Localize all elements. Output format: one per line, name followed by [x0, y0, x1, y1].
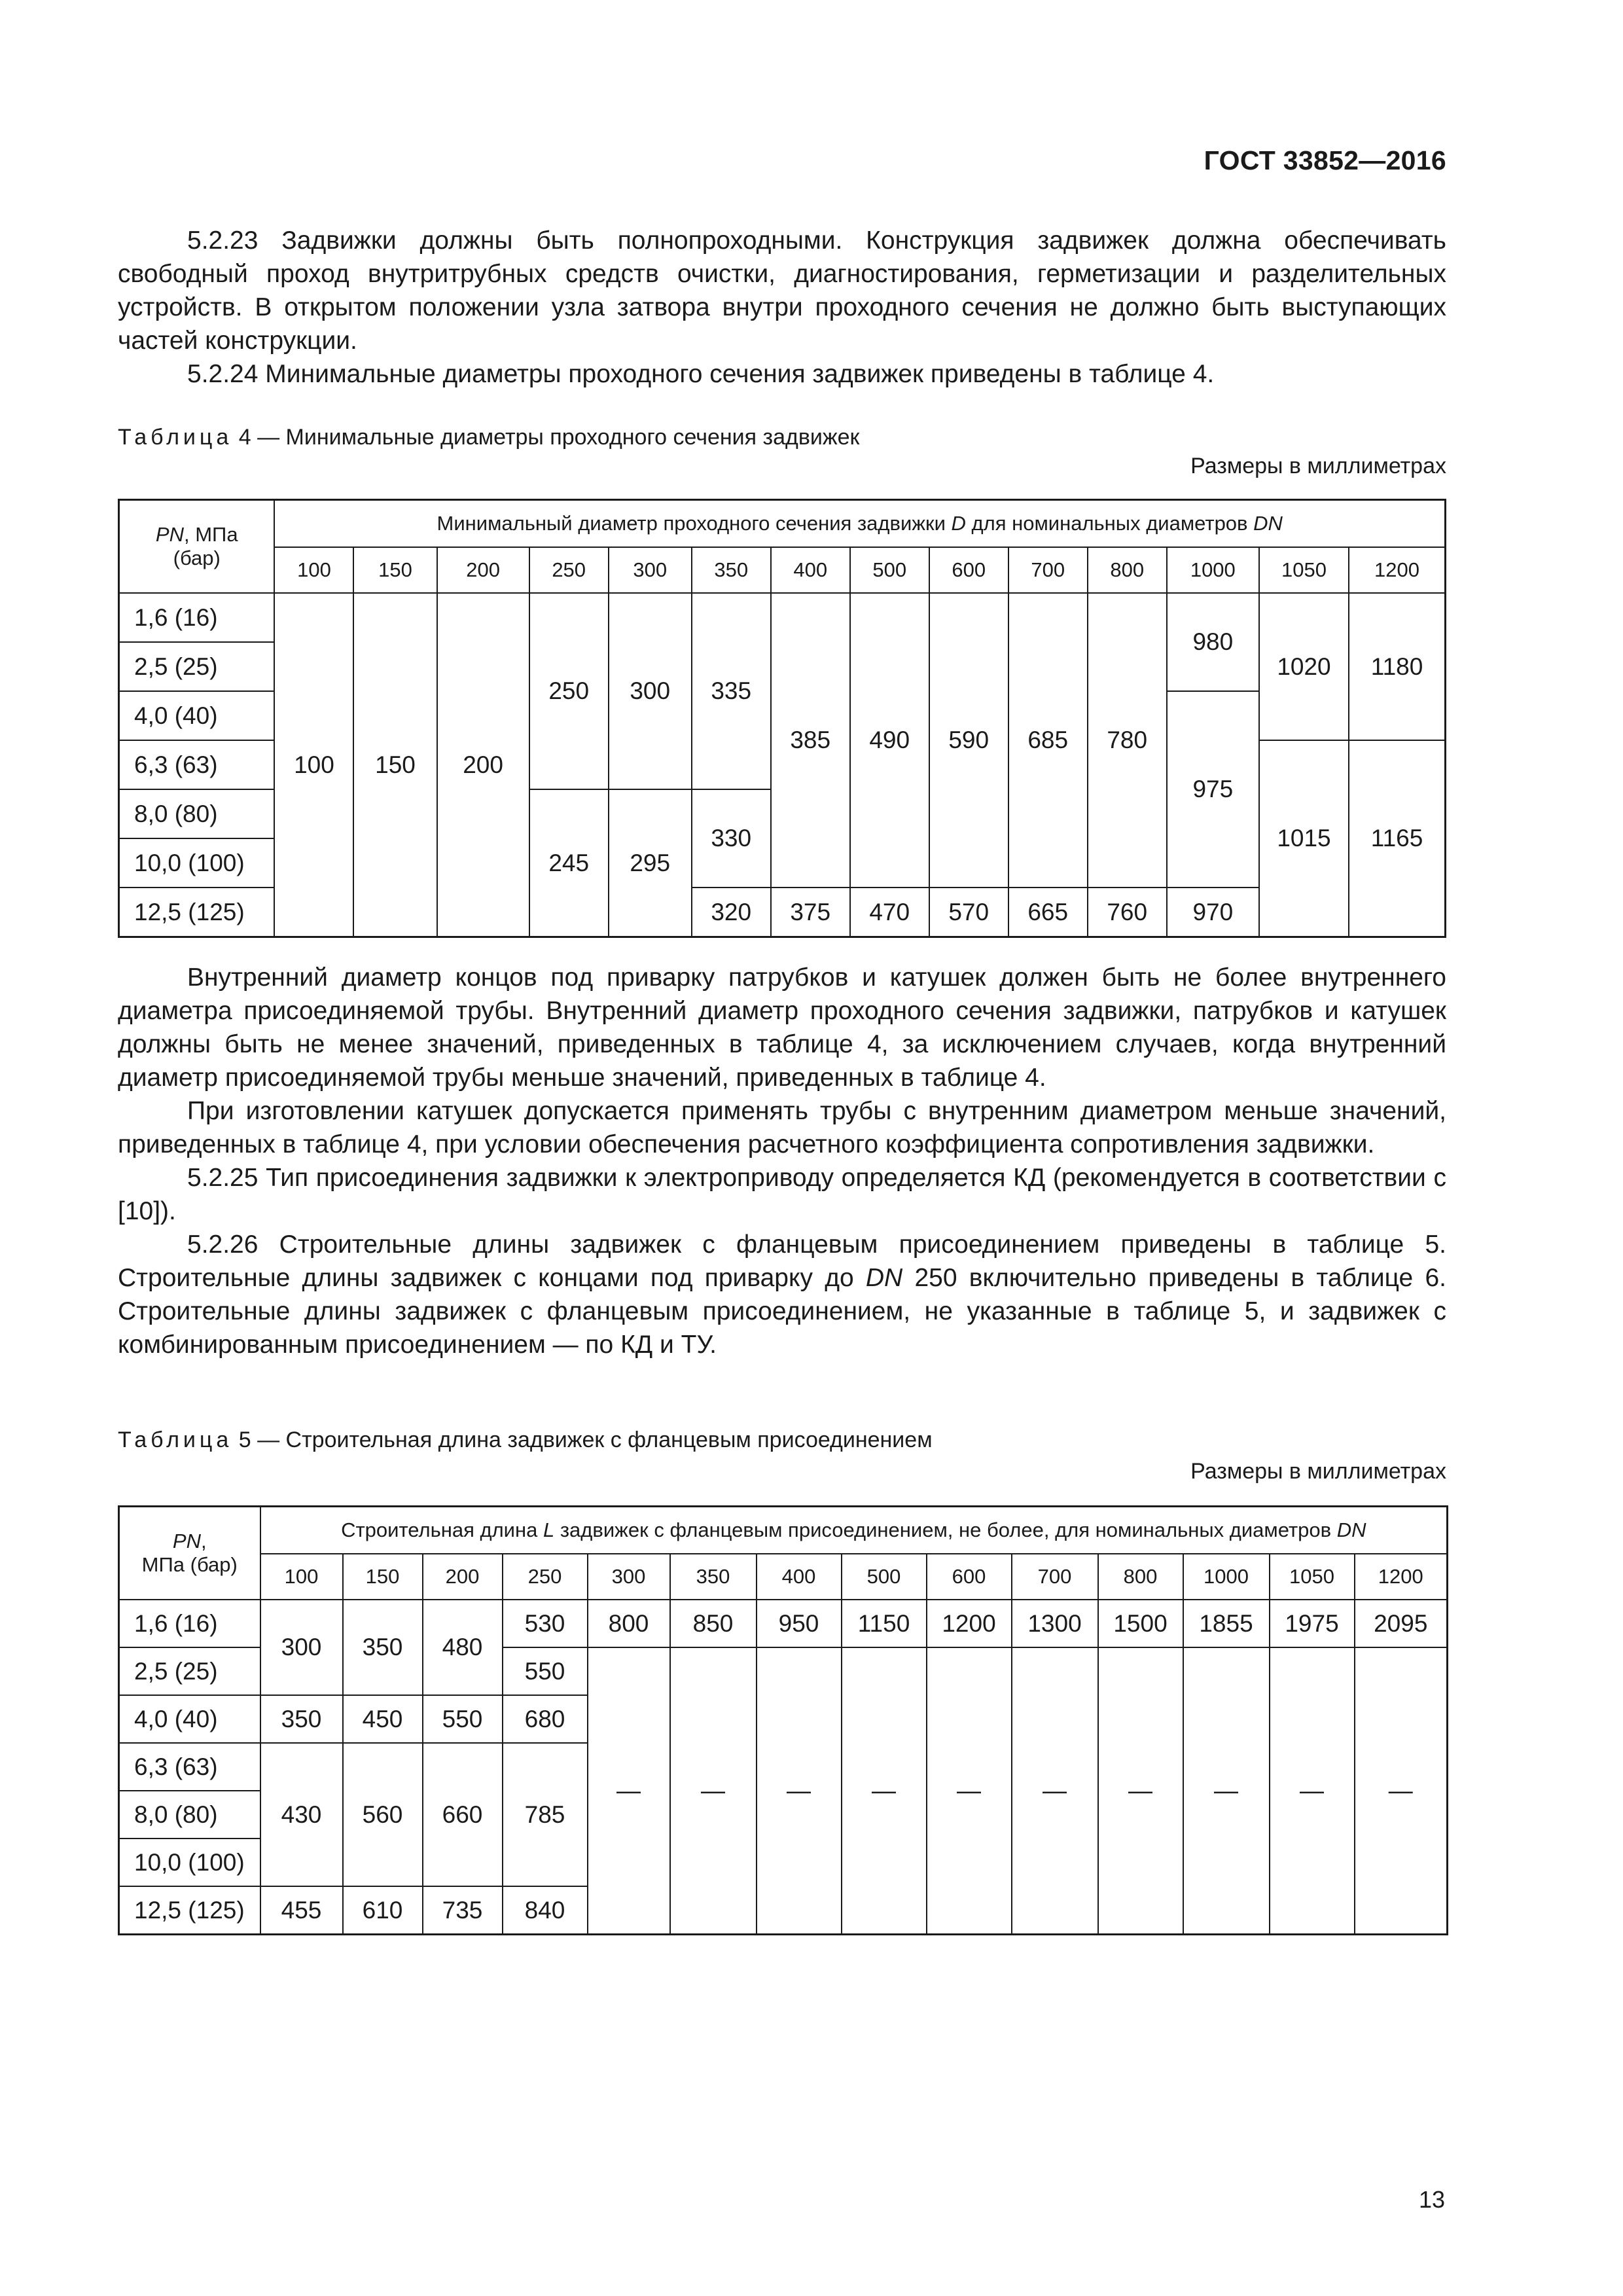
table-5-caption [118, 1427, 933, 1453]
table-5-cell: 610 [343, 1886, 423, 1935]
table-5-cell: 660 [423, 1743, 503, 1886]
table-4-pn-header: PN, МПа (бар) [119, 500, 275, 594]
table-5-dn-header: 100 [260, 1554, 343, 1600]
table-4-cell: 245 [529, 789, 609, 937]
table-5-dash-cell: — [1183, 1647, 1270, 1935]
table-5-pn-header: PN, МПа (бар) [119, 1507, 260, 1600]
page-number: 13 [1418, 2186, 1445, 2213]
paragraph-5-2-26: 5.2.26 Строительные длины задвижек с фланцевым присоединением приведены в таблице 5. Строительные длины задвижек с концами под приварку до DN 250 включительно приведены в таблице 6. Строительные длины задвижек с фланцевым присоединением, не указанные в таблице 5, и задвижек с комбинированным присоединением — по КД и ТУ. [118, 1230, 1446, 1359]
table-5-cell: 1150 [842, 1600, 927, 1647]
paragraph-5-2-24: 5.2.24 Минимальные диаметры проходного сечения задвижек приведены в таблице 4. [187, 360, 1215, 388]
table-4-cell: 385 [771, 593, 850, 888]
table-4-dn-header: 1000 [1167, 547, 1259, 593]
table-5-dn-header: 600 [927, 1554, 1012, 1600]
paragraph-spools: При изготовлении катушек допускается применять трубы с внутренним диаметром меньше значений, приведенных в таблице 4, при условии обеспечения расчетного коэффициента сопротивления задвижки. [118, 1097, 1446, 1158]
table-4-cell: 1180 [1349, 593, 1445, 740]
table-4-dn-header: 800 [1088, 547, 1167, 593]
table-5-cell: 2095 [1355, 1600, 1448, 1647]
table-4-dn-header: 1050 [1259, 547, 1349, 593]
table-5-caption-prefix: Таблица [118, 1427, 233, 1452]
table-4-pn-cell: 6,3 (63) [119, 740, 275, 789]
table-4-cell: 470 [850, 888, 929, 937]
table-5-dash-cell: — [1355, 1647, 1448, 1935]
table-4-cell: 200 [437, 593, 529, 937]
table-4-dn-header: 1200 [1349, 547, 1445, 593]
table-5-dn-header: 150 [343, 1554, 423, 1600]
table-5-pn-cell: 10,0 (100) [119, 1839, 260, 1886]
table-4-cell: 590 [929, 593, 1008, 888]
table-5-cell: 950 [757, 1600, 842, 1647]
table-5-dn-header: 400 [757, 1554, 842, 1600]
table-5-pn-cell: 4,0 (40) [119, 1695, 260, 1743]
table-4-dn-header: 600 [929, 547, 1008, 593]
table-5-pn-cell: 8,0 (80) [119, 1791, 260, 1839]
table-4-cell: 980 [1167, 593, 1259, 691]
table-5-cell: 680 [503, 1695, 588, 1743]
table-5-dn-header: 800 [1098, 1554, 1183, 1600]
table-5-cell: 455 [260, 1886, 343, 1935]
table-4-cell: 685 [1008, 593, 1088, 888]
table-4-pn-cell: 8,0 (80) [119, 789, 275, 838]
table-4-dn-header: 400 [771, 547, 850, 593]
section-2-text [118, 961, 1446, 1361]
table-5-dash-cell: — [842, 1647, 927, 1935]
table-5 [118, 1505, 1448, 1935]
table-4-cell: 780 [1088, 593, 1167, 888]
table-4-cell: 760 [1088, 888, 1167, 937]
table-5-pn-cell: 12,5 (125) [119, 1886, 260, 1935]
table-5-cell: 800 [588, 1600, 670, 1647]
table-5-cell: 1975 [1270, 1600, 1355, 1647]
paragraph-inner-diameter: Внутренний диаметр концов под приварку патрубков и катушек должен быть не более внутреннего диаметра присоединяемой трубы. Внутренний диаметр проходного сечения задвижки, патрубков и катушек должны быть не менее значений, приведенных в таблице 4, за исключением случаев, когда внутренний диаметр присоединяемой трубы меньше значений, приведенных в таблице 4. [118, 963, 1446, 1092]
table-4-caption-title: 4 — Минимальные диаметры проходного сечения задвижек [232, 425, 860, 450]
table-5-cell: 1855 [1183, 1600, 1270, 1647]
table-4-cell: 975 [1167, 691, 1259, 888]
table-4-cell: 320 [692, 888, 771, 937]
table-4-dn-header: 500 [850, 547, 929, 593]
table-5-cell: 850 [670, 1600, 757, 1647]
table-5-cell: 530 [503, 1600, 588, 1647]
table-4-cell: 330 [692, 789, 771, 888]
table-4-dn-header: 250 [529, 547, 609, 593]
table-5-dash-cell: — [1098, 1647, 1183, 1935]
paragraph-5-2-23: 5.2.23 Задвижки должны быть полнопроходными. Конструкция задвижек должна обеспечивать свободный проход внутритрубных средств очистки, диагностирования, герметизации и разделительных устройств. В открытом положении узла затвора внутри проходного сечения не должно быть выступающих частей конструкции. [118, 226, 1446, 355]
table-4-dn-header: 700 [1008, 547, 1088, 593]
document-standard-number: ГОСТ 33852—2016 [1204, 145, 1446, 175]
table-5-cell: 350 [260, 1695, 343, 1743]
table-5-dn-header: 300 [588, 1554, 670, 1600]
table-4-dn-header: 150 [353, 547, 437, 593]
table-5-pn-cell: 6,3 (63) [119, 1743, 260, 1791]
table-5-caption-title: 5 — Строительная длина задвижек с фланцевым присоединением [232, 1427, 933, 1452]
table-5-cell: 1200 [927, 1600, 1012, 1647]
table-4-caption [118, 424, 859, 450]
table-4-dn-header: 200 [437, 547, 529, 593]
table-4-pn-cell: 12,5 (125) [119, 888, 275, 937]
table-4-cell: 665 [1008, 888, 1088, 937]
table-5-dn-header: 500 [842, 1554, 927, 1600]
table-4-cell: 150 [353, 593, 437, 937]
table-4-pn-cell: 4,0 (40) [119, 691, 275, 740]
table-4-pn-cell: 10,0 (100) [119, 838, 275, 888]
table-5-group-header: Строительная длина L задвижек с фланцевым присоединением, не более, для номинальных диаметров DN [260, 1507, 1448, 1554]
table-4-cell: 300 [609, 593, 692, 789]
section-1-text [118, 224, 1446, 391]
table-4-cell: 375 [771, 888, 850, 937]
table-5-cell: 1500 [1098, 1600, 1183, 1647]
table-4-cell: 1020 [1259, 593, 1349, 740]
table-5-dash-cell: — [757, 1647, 842, 1935]
table-5-dn-header: 700 [1012, 1554, 1098, 1600]
table-5-cell: 450 [343, 1695, 423, 1743]
table-5-dn-header: 1200 [1355, 1554, 1448, 1600]
table-5-cell: 480 [423, 1600, 503, 1695]
table-5-pn-cell: 1,6 (16) [119, 1600, 260, 1647]
table-4-cell: 250 [529, 593, 609, 789]
table-4 [118, 499, 1446, 938]
table-4-pn-cell: 2,5 (25) [119, 642, 275, 691]
table-5-dash-cell: — [1012, 1647, 1098, 1935]
table-5-cell: 550 [503, 1647, 588, 1695]
table-5-cell: 785 [503, 1743, 588, 1886]
table-4-caption-prefix: Таблица [118, 425, 233, 450]
table-4-dn-header: 300 [609, 547, 692, 593]
table-4-cell: 970 [1167, 888, 1259, 937]
paragraph-5-2-25: 5.2.25 Тип присоединения задвижки к электроприводу определяется КД (рекомендуется в соответствии с [10]). [118, 1164, 1446, 1225]
table-4-cell: 1015 [1259, 740, 1349, 937]
table-4-dn-header: 350 [692, 547, 771, 593]
table-5-units: Размеры в миллиметрах [1190, 1459, 1446, 1484]
table-5-cell: 840 [503, 1886, 588, 1935]
table-5-pn-cell: 2,5 (25) [119, 1647, 260, 1695]
table-5-cell: 430 [260, 1743, 343, 1886]
table-5-dash-cell: — [670, 1647, 757, 1935]
table-5-cell: 735 [423, 1886, 503, 1935]
table-5-dn-header: 350 [670, 1554, 757, 1600]
table-5-dash-cell: — [588, 1647, 670, 1935]
table-4-group-header: Минимальный диаметр проходного сечения задвижки D для номинальных диаметров DN [274, 500, 1445, 548]
table-5-cell: 550 [423, 1695, 503, 1743]
table-4-dn-header: 100 [274, 547, 353, 593]
table-5-dn-header: 1050 [1270, 1554, 1355, 1600]
table-5-dn-header: 250 [503, 1554, 588, 1600]
table-4-cell: 335 [692, 593, 771, 789]
table-5-cell: 1300 [1012, 1600, 1098, 1647]
table-4-cell: 1165 [1349, 740, 1445, 937]
table-5-cell: 350 [343, 1600, 423, 1695]
table-5-cell: 560 [343, 1743, 423, 1886]
table-4-units: Размеры в миллиметрах [1190, 454, 1446, 478]
table-5-cell: 300 [260, 1600, 343, 1695]
table-5-dn-header: 200 [423, 1554, 503, 1600]
table-5-dash-cell: — [927, 1647, 1012, 1935]
table-5-dn-header: 1000 [1183, 1554, 1270, 1600]
table-4-pn-cell: 1,6 (16) [119, 593, 275, 642]
table-5-dash-cell: — [1270, 1647, 1355, 1935]
table-4-cell: 100 [274, 593, 353, 937]
table-4-cell: 490 [850, 593, 929, 888]
table-4-cell: 570 [929, 888, 1008, 937]
table-4-cell: 295 [609, 789, 692, 937]
